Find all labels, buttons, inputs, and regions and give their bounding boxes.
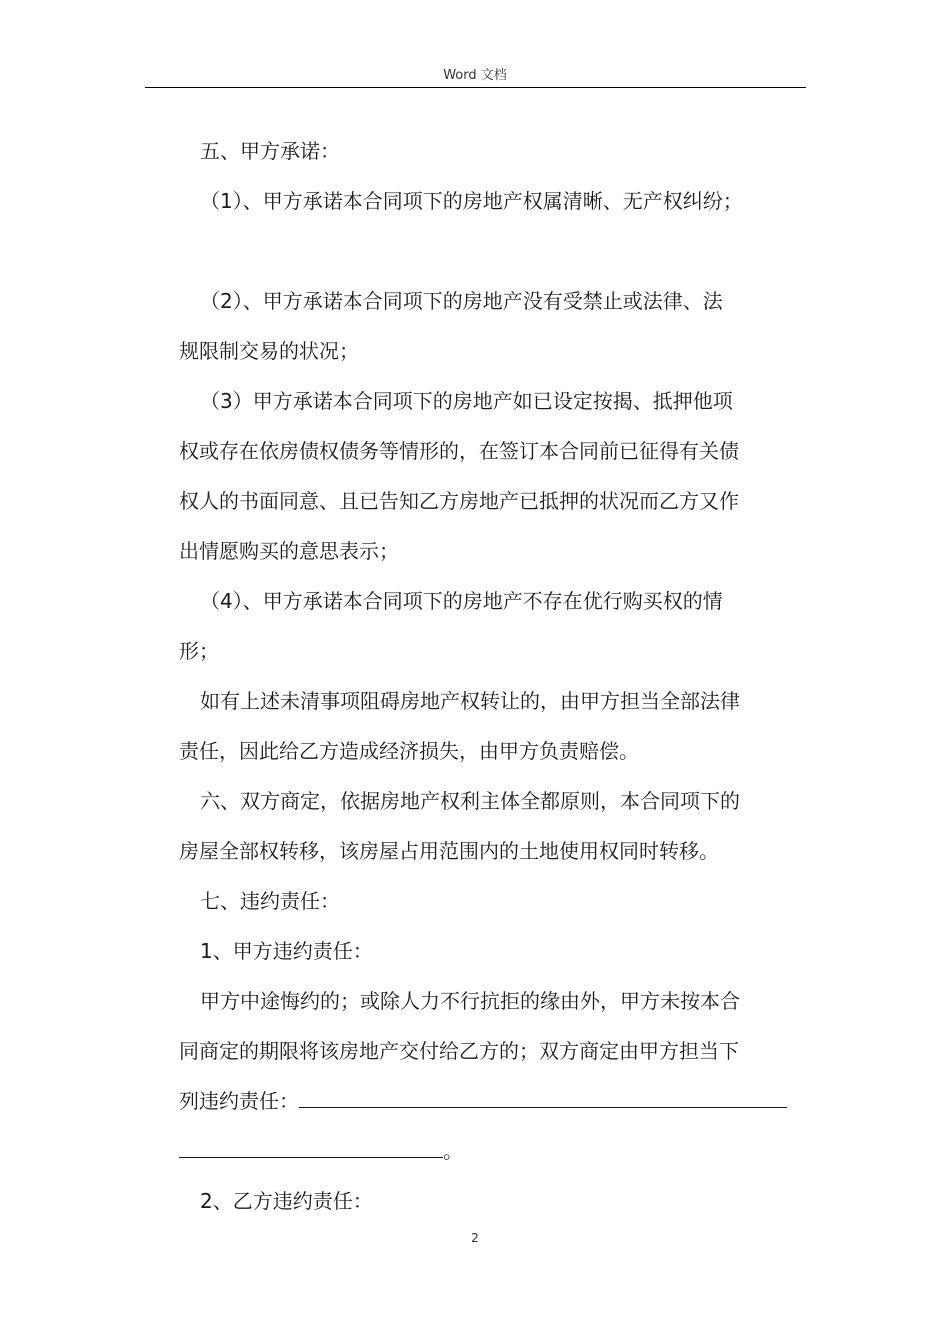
section-five-item-1: （1）、甲方承诺本合同项下的房地产权属清晰、无产权纠纷； [200,189,743,213]
section-five-item-2-line-2: 规限制交易的状况； [179,339,359,363]
party-b-liability-heading: 2、乙方违约责任： [200,1189,373,1213]
section-five-item-3-line-3: 权人的书面同意、且已告知乙方房地产已抵押的状况而乙方又作 [179,489,739,513]
party-a-liability-heading: 1、甲方违约责任： [200,939,373,963]
section-seven-heading: 七、违约责任： [200,889,340,913]
section-five-item-3-line-2: 权或存在依房债权债务等情形的，在签订本合同前已征得有关债 [179,439,739,463]
party-a-liability-line-1: 甲方中途悔约的；或除人力不行抗拒的缘由外，甲方未按本合 [200,989,740,1013]
party-a-liability-line-4 [179,1137,463,1165]
page-number: 2 [471,1231,479,1245]
section-six-line-2: 房屋全部权转移，该房屋占用范围内的土地使用权同时转移。 [179,839,719,863]
section-five-item-4-line-1: （4）、甲方承诺本合同项下的房地产不存在优行购买权的情 [200,589,723,613]
section-six-line-1: 六、双方商定，依据房地产权利主体全都原则，本合同项下的 [200,789,740,813]
fill-in-blank-line-continued[interactable] [179,1139,443,1158]
section-five-item-3-line-1: （3）甲方承诺本合同项下的房地产如已设定按揭、抵押他项 [200,389,733,413]
party-a-liability-line-2: 同商定的期限将该房地产交付给乙方的；双方商定由甲方担当下 [179,1039,739,1063]
party-a-liability-line-3 [179,1087,787,1115]
section-five-item-3-line-4: 出情愿购买的意思表示； [179,539,399,563]
party-a-liability-label: 列违约责任： [179,1089,299,1113]
section-five-liability-line-2: 责任，因此给乙方造成经济损失，由甲方负责赔偿。 [179,739,639,763]
section-five-item-2-line-1: （2）、甲方承诺本合同项下的房地产没有受禁止或法律、法 [200,289,723,313]
sentence-end-mark: 。 [443,1139,463,1163]
section-five-item-4-line-2: 形； [179,639,219,663]
fill-in-blank-line[interactable] [299,1089,787,1108]
section-five-liability-line-1: 如有上述未清事项阻碍房地产权转让的，由甲方担当全部法律 [200,689,740,713]
header-divider [145,87,806,88]
document-header-title: Word 文档 [443,68,507,83]
section-five-heading: 五、甲方承诺： [200,139,340,163]
